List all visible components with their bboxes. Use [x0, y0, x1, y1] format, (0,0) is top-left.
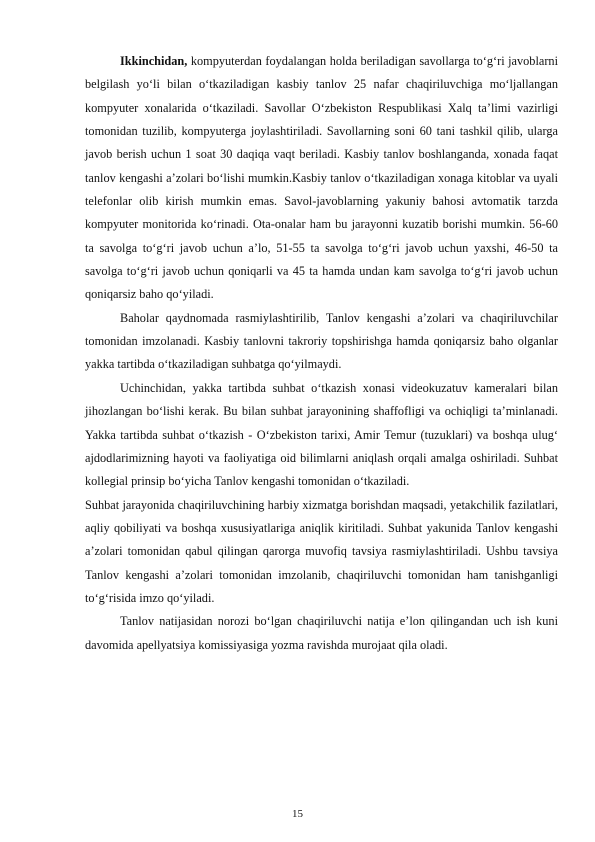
paragraph-text: Suhbat jarayonida chaqiriluvchining harbiy xizmatga borishdan maqsadi, yetakchilik fazilatlari, aqliy qobiliyati va boshqa xususiyatlariga aniqlik kiritiladi. Suhbat yakunida Tanlov kengashi a’zolari tomonidan qabul qilingan qarorga muvofiq tavsiya rasmiylashtiriladi. Ushbu tavsiya Tanlov kengashi a’zolari tomonidan imzolanib, chaqiriluvchi tomonidan ham tanishganligi to‘g‘risida imzo qo‘yiladi. [85, 497, 558, 605]
document-body [85, 50, 558, 657]
paragraph-baholar [85, 307, 558, 377]
paragraph-uchinchidan [85, 377, 558, 494]
paragraph-lead: Ikkinchidan, [120, 54, 188, 68]
paragraph-kompyuter-tanlov [85, 50, 558, 307]
page-number: 15 [292, 808, 303, 820]
paragraph-text: kompyuterdan foydalangan holda beriladigan savollarga to‘g‘ri javoblarni belgilash yo‘li bilan o‘tkaziladigan kasbiy tanlov 25 nafar chaqiriluvchiga mo‘ljallangan kompyuter xonalarida o‘tkaziladi. Savollar O‘zbekiston Respublikasi Xalq ta’limi vazirligi tomonidan tuzilib, kompyuterga joylashtiriladi. Savollarning soni 60 tani tashkil qilib, ularga javob berish uchun 1 soat 30 daqiqa vaqt beriladi. Kasbiy tanlov boshlanganda, xonada faqat tanlov kengashi a’zolari bo‘lishi mumkin.Kasbiy tanlov o‘tkaziladigan xonaga kitoblar va uyali telefonlar olib kirish mumkin emas. Savol-javoblarning yakuniy bahosi avtomatik tarzda kompyuter monitorida ko‘rinadi. Ota-onalar ham bu jarayonni kuzatib borishi mumkin. 56-60 ta savolga to‘g‘ri javob uchun a’lo, 51-55 ta savolga to‘g‘ri javob uchun yaxshi, 46-50 ta savolga to‘g‘ri javob uchun qoniqarli va 45 ta hamda undan kam savolga to‘g‘ri javob uchun qoniqarsiz baho qo‘yiladi. [85, 54, 558, 302]
paragraph-text: Baholar qaydnomada rasmiylashtirilib, Tanlov kengashi a’zolari va chaqiriluvchilar tomonidan imzolanadi. Kasbiy tanlovni takroriy topshirishga hamda qoniqarsiz baho olganlar yakka tartibda o‘tkaziladigan suhbatga qo‘yilmaydi. [85, 310, 558, 372]
paragraph-text: Tanlov natijasidan norozi bo‘lgan chaqiriluvchi natija e’lon qilingandan uch ish kuni davomida apellyatsiya komissiyasiga yozma ravishda murojaat qila oladi. [85, 614, 558, 652]
paragraph-suhbat-jarayoni [85, 494, 558, 611]
paragraph-apellyatsiya [85, 610, 558, 657]
paragraph-text: Uchinchidan, yakka tartibda suhbat o‘tkazish xonasi videokuzatuv kameralari bilan jihozlangan bo‘lishi kerak. Bu bilan suhbat jarayonining shaffofligi va ochiqligi ta’minlanadi. Yakka tartibda suhbat o‘tkazish - O‘zbekiston tarixi, Amir Temur (tuzuklari) va boshqa ulug‘ ajdodlarimizning hayoti va faoliyatiga oid bilimlarni aniqlash orqali amalga oshiriladi. Suhbat kollegial prinsip bo‘yicha Tanlov kengashi tomonidan o‘tkaziladi. [85, 380, 558, 489]
